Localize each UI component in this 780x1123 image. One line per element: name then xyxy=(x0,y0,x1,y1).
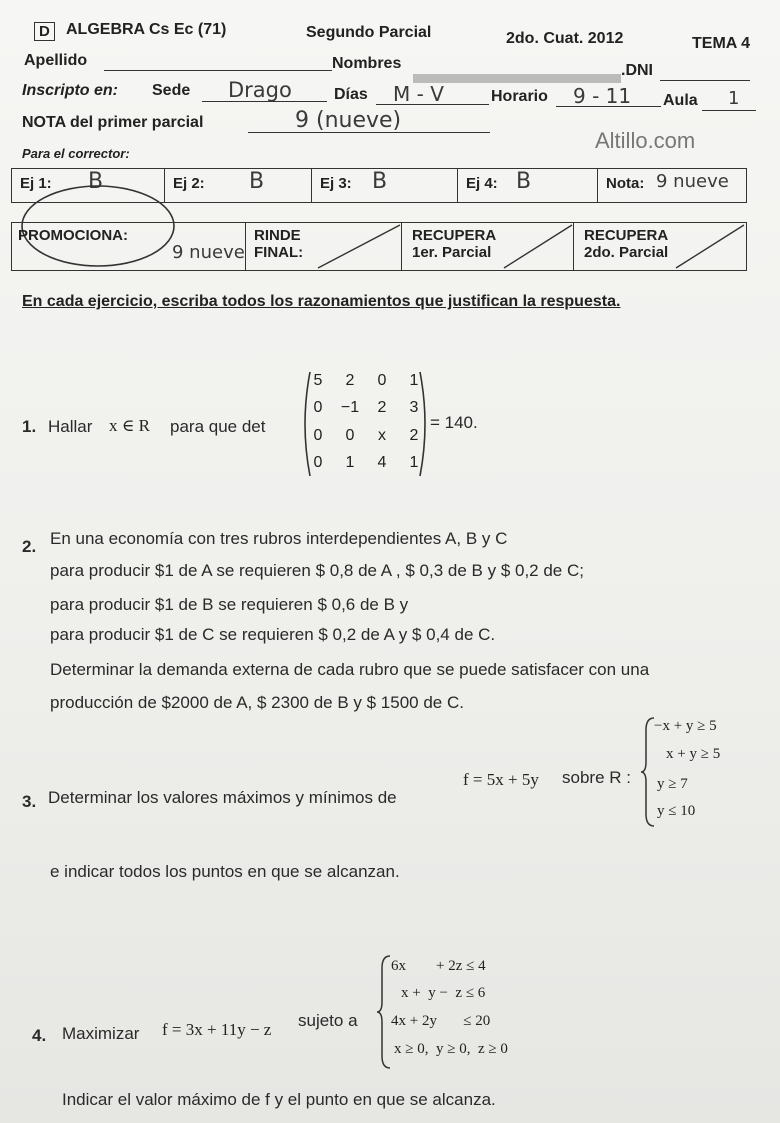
matrix-cell: 2 xyxy=(377,399,387,416)
promociona-cell xyxy=(12,223,246,270)
recupera2-sub: 2do. Parcial xyxy=(584,244,669,261)
matrix-cell: 5 xyxy=(313,372,323,389)
sede-label: Sede xyxy=(152,82,191,99)
grade-label: Ej 4: xyxy=(466,175,498,192)
matrix-cell: 0 xyxy=(313,399,323,416)
recupera1-sub: 1er. Parcial xyxy=(412,244,492,261)
horario-label: Horario xyxy=(491,88,548,105)
recupera1-cell xyxy=(402,223,574,270)
grade-mark: B xyxy=(516,169,532,194)
inscripto-label: Inscripto en: xyxy=(22,82,119,99)
dias-label: Días xyxy=(334,86,368,103)
ex1-text-b: x ∈ R xyxy=(109,416,150,435)
ex2-line: producción de $2000 de A, $ 2300 de B y $ 1500 de C. xyxy=(50,693,464,712)
recupera2-label: RECUPERA xyxy=(584,227,669,244)
rinde-cell xyxy=(246,223,402,270)
nombres-redacted xyxy=(413,74,621,83)
ex3-constraint: x + y ≥ 5 xyxy=(666,746,721,762)
ex1-text-c: para que det xyxy=(170,417,266,436)
grade-mark: B xyxy=(372,169,388,194)
ex3-constraint: y ≥ 7 xyxy=(657,776,688,792)
matrix-cell: x xyxy=(378,427,386,444)
ex3-text: Determinar los valores máximos y mínimos de xyxy=(48,788,397,807)
matrix-cell: 1 xyxy=(345,454,355,471)
matrix-cell: 0 xyxy=(377,372,387,389)
ex2-line: para producir $1 de B se requieren $ 0,6 de B y xyxy=(50,595,409,614)
recupera2-cell xyxy=(574,223,746,270)
grade-mark: B xyxy=(249,169,265,194)
grade-cell-ej2 xyxy=(165,169,312,202)
grade-label: Nota: xyxy=(606,175,645,192)
aula-line xyxy=(702,110,756,111)
matrix-cell: 0 xyxy=(345,427,355,444)
grade-label: Ej 1: xyxy=(20,175,52,192)
apellido-line xyxy=(104,70,332,71)
ex3-function: f = 5x + 5y xyxy=(463,770,539,789)
matrix-cell: 1 xyxy=(409,454,419,471)
grade-label: Ej 3: xyxy=(320,175,352,192)
ex2-line: para producir $1 de A se requieren $ 0,8 de A , $ 0,3 de B y $ 0,2 de C; xyxy=(50,561,584,580)
ex2-line: para producir $1 de C se requieren $ 0,2 de A y $ 0,4 de C. xyxy=(50,625,496,644)
promociona-value: 9 nueve xyxy=(172,242,245,263)
grade-mark: 9 nueve xyxy=(656,171,729,192)
ex1-number: 1. xyxy=(22,417,37,436)
apellido-label: Apellido xyxy=(24,52,88,69)
matrix-cell: 2 xyxy=(409,427,419,444)
ex3-constraint: −x + y ≥ 5 xyxy=(654,718,717,734)
ex4-function: f = 3x + 11y − z xyxy=(162,1020,272,1039)
aula-label: Aula xyxy=(663,92,698,109)
corrector-label: Para el corrector: xyxy=(22,146,130,161)
matrix-cell: 0 xyxy=(313,427,323,444)
ex3-tail: e indicar todos los puntos en que se alcanzan. xyxy=(50,862,400,881)
grade-label: Ej 2: xyxy=(173,175,205,192)
watermark: Altillo.com xyxy=(595,128,696,153)
ex2-line: En una economía con tres rubros interdependientes A, B y C xyxy=(50,529,508,548)
ex4-constraint: x + y − z ≤ 6 xyxy=(401,985,486,1001)
dias-value: M - V xyxy=(393,82,444,106)
ex3-number: 3. xyxy=(22,792,37,811)
recupera2-strike xyxy=(674,223,746,270)
aula-value: 1 xyxy=(728,88,740,109)
sede-value: Drago xyxy=(228,78,292,102)
matrix-cell: 1 xyxy=(409,372,419,389)
determinant-matrix xyxy=(310,372,426,476)
grade-cell-nota xyxy=(598,169,746,202)
matrix-cell: 4 xyxy=(377,454,387,471)
ex3-constraint: y ≤ 10 xyxy=(657,803,696,819)
matrix-cell: 3 xyxy=(409,399,419,416)
rinde-label: RINDE xyxy=(254,227,301,244)
grade-mark: B xyxy=(88,169,104,194)
ex4-constraint: x ≥ 0, y ≥ 0, z ≥ 0 xyxy=(394,1041,508,1057)
final-label: FINAL: xyxy=(254,244,304,261)
matrix-cell: 2 xyxy=(345,372,355,389)
horario-value: 9 - 11 xyxy=(573,84,632,108)
ex1-text-a: Hallar xyxy=(48,417,93,436)
grade-cell-ej3 xyxy=(312,169,458,202)
exam-title: Segundo Parcial xyxy=(306,24,432,41)
exam-term: 2do. Cuat. 2012 xyxy=(506,30,624,47)
recupera1-strike xyxy=(502,223,574,270)
ex4-constraint: 6x + 2z ≤ 4 xyxy=(391,958,486,974)
ex4-number: 4. xyxy=(32,1026,47,1045)
ex4-sujeto: sujeto a xyxy=(298,1011,358,1030)
result-table xyxy=(11,222,747,271)
nota-value: 9 (nueve) xyxy=(295,108,402,133)
course-title: ALGEBRA Cs Ec (71) xyxy=(66,21,227,38)
nombres-label: Nombres xyxy=(332,55,402,72)
grade-cell-ej4 xyxy=(458,169,598,202)
ex2-line: Determinar la demanda externa de cada rubro que se puede satisfacer con una xyxy=(50,660,650,679)
ex3-sobre: sobre R : xyxy=(562,768,631,787)
ex2-number: 2. xyxy=(22,537,37,556)
matrix-cell: 0 xyxy=(313,454,323,471)
version-letter: D xyxy=(34,22,55,41)
promociona-label: PROMOCIONA: xyxy=(18,227,128,244)
matrix-cell: −1 xyxy=(340,399,360,416)
exam-tema: TEMA 4 xyxy=(692,35,751,52)
dni-line xyxy=(660,80,750,81)
nota-label: NOTA del primer parcial xyxy=(22,114,204,131)
ex4-tail: Indicar el valor máximo de f y el punto en que se alcanza. xyxy=(62,1090,496,1109)
dni-label: .DNI xyxy=(621,62,653,79)
ex1-result: = 140. xyxy=(430,413,478,432)
recupera1-label: RECUPERA xyxy=(412,227,497,244)
rinde-strike xyxy=(316,223,402,270)
ex4-constraint: 4x + 2y ≤ 20 xyxy=(391,1013,491,1029)
ex4-text: Maximizar xyxy=(62,1024,140,1043)
instructions: En cada ejercicio, escriba todos los razonamientos que justifican la respuesta. xyxy=(22,293,621,310)
